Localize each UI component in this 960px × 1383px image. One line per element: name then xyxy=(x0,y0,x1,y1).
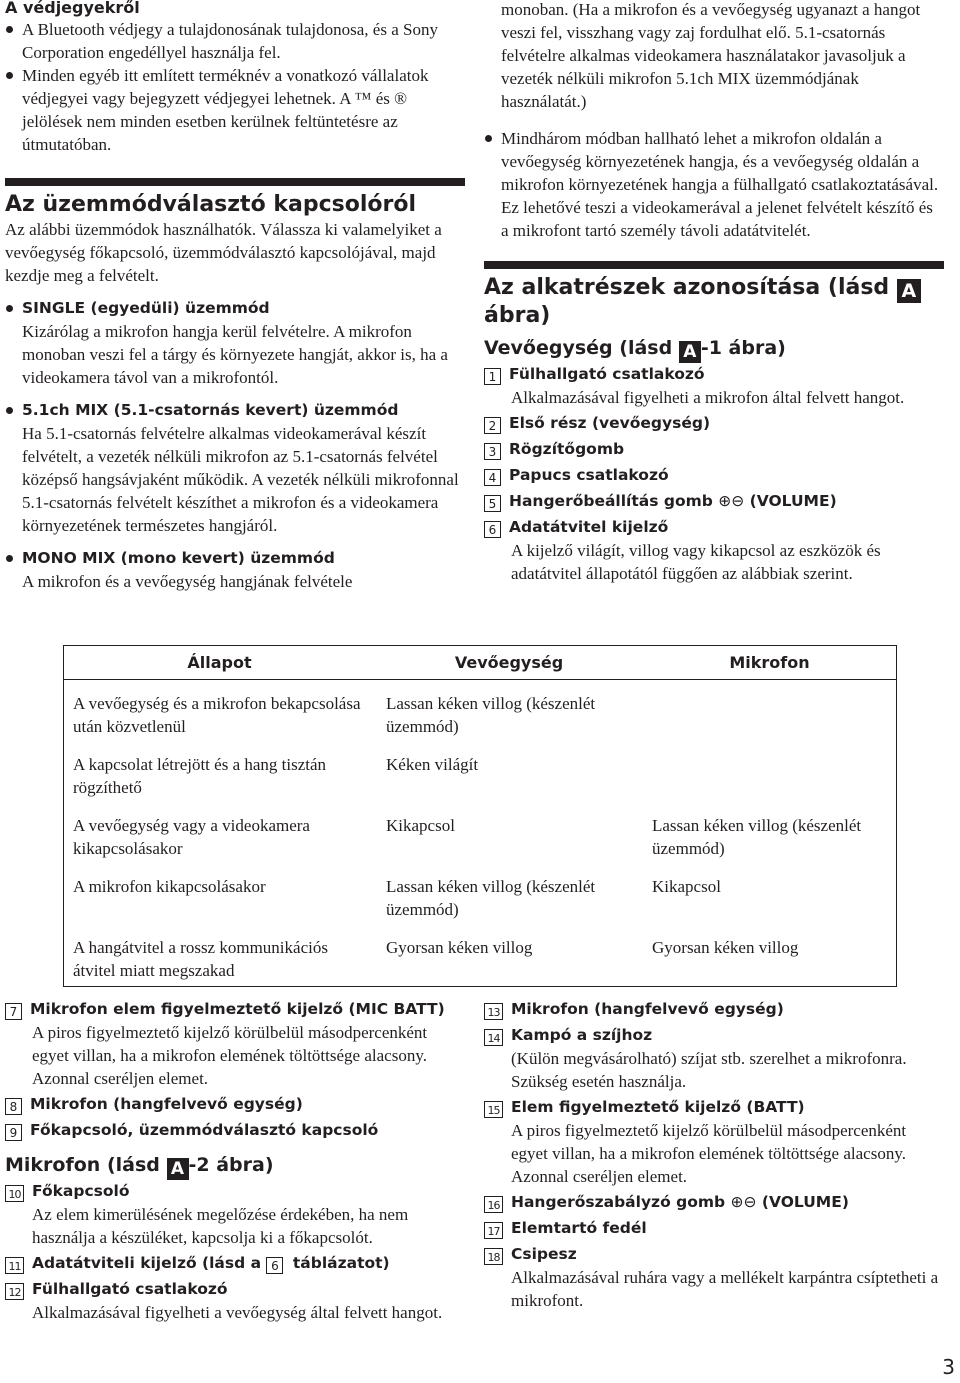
item-label: Papucs csatlakozó xyxy=(509,466,669,484)
table-row xyxy=(63,745,897,806)
mode-51mix xyxy=(5,399,465,537)
receiver-item xyxy=(484,363,944,409)
trademark-item: Minden egyéb itt említett terméknév a vonatkozó vállalatok védjegyei vagy bejegyzett védjegyei lehetnek. A ™ és ® jelölések nem minden esetben kerülnek feltüntetésre az útmutatóban. xyxy=(5,64,465,156)
item-number: 15 xyxy=(484,1101,503,1118)
mic-item xyxy=(484,1243,944,1312)
mono-mix-continuation: monoban. (Ha a mikrofon és a vevőegység ugyanazt a hangot veszi fel, visszhang vagy zaj fordulhat elő. 5.1-csatornás felvételre alkalmas videokamera használatakor javasoljuk a vezeték nélküli mikrofon 5.1ch MIX üzemmódjának használatát.) xyxy=(501,0,921,111)
table-cell: A vevőegység és a mikrofon bekapcsolása után közvetlenül xyxy=(73,694,361,736)
mic-heading-text: Mikrofon (lásd xyxy=(5,1154,160,1176)
mic-item xyxy=(5,1278,465,1324)
item-desc: Az elem kimerülésének megelőzése érdekében, ha nem használja a készüléket, kapcsolja ki a főkapcsolót. xyxy=(32,1205,409,1247)
table-row xyxy=(63,806,897,867)
table-cell: Kéken világít xyxy=(386,755,479,774)
right-column-bottom xyxy=(484,998,944,1312)
receiver-item xyxy=(484,516,944,585)
mode-title: 5.1ch MIX (5.1-csatornás kevert) üzemmód xyxy=(5,399,465,422)
item-label: Rögzítőgomb xyxy=(509,440,625,458)
section-rule xyxy=(5,178,465,186)
part-item xyxy=(5,1093,465,1116)
item-label: Mikrofon (hangfelvevő egység) xyxy=(511,1000,784,1018)
item-label: Mikrofon (hangfelvevő egység) xyxy=(30,1095,303,1113)
mode-single xyxy=(5,297,465,389)
part-item xyxy=(5,998,465,1090)
receiver-item xyxy=(484,490,944,513)
item-label: Fülhallgató csatlakozó xyxy=(32,1280,228,1298)
receiver-item xyxy=(484,438,944,461)
item-number: 7 xyxy=(5,1003,22,1020)
section-rule xyxy=(484,261,944,269)
item-label: Fülhallgató csatlakozó xyxy=(509,365,705,383)
trademarks-heading: A védjegyekről xyxy=(5,0,140,17)
item-label: Mikrofon elem figyelmeztető kijelző (MIC BATT) xyxy=(30,1000,445,1018)
item-number: 2 xyxy=(484,417,501,434)
item-label: Csipesz xyxy=(511,1245,577,1263)
item-number: 1 xyxy=(484,368,501,385)
mic-item xyxy=(5,1180,465,1249)
table-cell: A kapcsolat létrejött és a hang tisztán rögzíthető xyxy=(73,755,327,797)
table-cell: Gyorsan kéken villog xyxy=(386,938,533,957)
table-row xyxy=(63,928,897,989)
item-number: 9 xyxy=(5,1124,22,1141)
item-number: 16 xyxy=(484,1196,503,1213)
item-label: Elem figyelmeztető kijelző (BATT) xyxy=(511,1098,805,1116)
item-number: 13 xyxy=(484,1003,503,1020)
figure-a-label: A xyxy=(897,279,921,303)
mic-item xyxy=(5,1252,465,1275)
table-cell: Kikapcsol xyxy=(652,877,721,896)
receiver-heading-text: Vevőegység (lásd xyxy=(484,337,673,359)
item-ref-number: 6 xyxy=(266,1257,283,1274)
mic-item xyxy=(484,1217,944,1240)
item-number: 12 xyxy=(5,1283,24,1300)
item-label: Adatátviteli kijelző (lásd a xyxy=(32,1254,262,1272)
item-number: 4 xyxy=(484,469,501,486)
item-number: 3 xyxy=(484,443,501,460)
parts-heading xyxy=(484,275,944,329)
extra-bullet: Mindhárom módban hallható lehet a mikrofon oldalán a vevőegység környezetének hangja, és a vevőegység oldalán a mikrofon környezetének hangja a fülhallgató csatlakoztatásával. Ez lehetővé teszi a videokamerával a jelenet felvételt készítő és a mikrofont tartó személy távoli adatátvitelét. xyxy=(484,127,944,242)
receiver-heading xyxy=(484,335,944,363)
table-header: Állapot xyxy=(63,645,376,680)
item-desc: Alkalmazásával figyelheti a mikrofon által felvett hangot. xyxy=(511,388,905,407)
item-number: 6 xyxy=(484,521,501,538)
status-table xyxy=(63,645,897,989)
item-label: Főkapcsoló xyxy=(32,1182,130,1200)
page-number: 3 xyxy=(942,1355,955,1379)
table-cell: A vevőegység vagy a videokamera kikapcsolásakor xyxy=(73,816,310,858)
table-cell xyxy=(642,680,897,746)
right-column-top xyxy=(484,0,944,585)
table-cell: Gyorsan kéken villog xyxy=(652,938,799,957)
item-label-suffix: (VOLUME) xyxy=(761,1193,849,1211)
item-desc: Szükség esetén használja. xyxy=(511,1072,687,1091)
receiver-heading-suffix: -1 ábra) xyxy=(700,337,786,359)
item-desc: A piros figyelmeztető kijelző körülbelül másodpercenként egyet villan, ha a mikrofon elemének töltöttsége alacsony. Azonnal cseréljen elemet. xyxy=(32,1023,428,1088)
item-desc: Alkalmazásával ruhára vagy a mellékelt karpántra csíptetheti a mikrofont. xyxy=(511,1268,939,1310)
mic-item xyxy=(484,1024,944,1093)
item-desc: (Külön megvásárolható) szíjat stb. szerelhet a mikrofonra. xyxy=(511,1049,907,1068)
table-row xyxy=(63,680,897,746)
parts-heading-text: Az alkatrészek azonosítása (lásd xyxy=(484,275,890,300)
table-cell: Kikapcsol xyxy=(386,816,455,835)
left-column-top xyxy=(5,0,465,593)
receiver-item xyxy=(484,412,944,435)
item-number: 11 xyxy=(5,1257,24,1274)
figure-a-label: A xyxy=(679,341,701,363)
part-item xyxy=(5,1119,465,1142)
item-label-suffix: (VOLUME) xyxy=(749,492,837,510)
plus-minus-icon: ⊕⊖ xyxy=(718,492,745,510)
mode-text: Kizárólag a mikrofon hangja kerül felvételre. A mikrofon monoban veszi fel a tárgy és környezete hangját, akkor is, ha a videokamera távol van a mikrofontól. xyxy=(22,322,448,387)
parts-heading-text-2: ábra) xyxy=(484,303,551,328)
item-desc: A piros figyelmeztető kijelző körülbelül másodpercenként egyet villan, ha a mikrofon elemének töltöttsége alacsony. Azonnal cseréljen elemet. xyxy=(511,1121,907,1186)
item-number: 18 xyxy=(484,1248,503,1265)
mode-text: Ha 5.1-csatornás felvételre alkalmas videokamerával készít felvételt, a vezeték nélküli mikrofon az 5.1-csatornás felvétel középső hangsávjaként működik. A vezeték nélküli mikrofonnal 5.1-csatornás felvételt készíthet a mikrofon és a videokamera környezetének természetes hangjáról. xyxy=(22,424,459,535)
item-label: Főkapcsoló, üzemmódválasztó kapcsoló xyxy=(30,1121,379,1139)
item-label: Hangerőszabályzó gomb xyxy=(511,1193,726,1211)
item-desc: A kijelző világít, villog vagy kikapcsol az eszközök és adatátvitel állapotától függően az alábbiak szerint. xyxy=(511,541,881,583)
item-number: 10 xyxy=(5,1185,24,1202)
receiver-item xyxy=(484,464,944,487)
mode-switch-heading: Az üzemmódválasztó kapcsolóról xyxy=(5,192,416,217)
mic-heading-suffix: -2 ábra) xyxy=(188,1154,274,1176)
mode-title: SINGLE (egyedüli) üzemmód xyxy=(5,297,465,320)
item-number: 14 xyxy=(484,1029,503,1046)
table-cell xyxy=(642,745,897,806)
mode-text: A mikrofon és a vevőegység hangjának felvétele xyxy=(22,572,353,591)
table-header: Vevőegység xyxy=(376,645,642,680)
mic-item xyxy=(484,1191,944,1214)
table-cell: A hangátvitel a rossz kommunikációs átvitel miatt megszakad xyxy=(73,938,328,980)
item-desc: Alkalmazásával figyelheti a vevőegység által felvett hangot. xyxy=(32,1303,443,1322)
mode-monomix xyxy=(5,547,465,593)
item-label: Hangerőbeállítás gomb xyxy=(509,492,713,510)
table-cell: A mikrofon kikapcsolásakor xyxy=(73,877,266,896)
item-number: 5 xyxy=(484,495,501,512)
mic-heading xyxy=(5,1152,465,1180)
table-header-row xyxy=(63,645,897,680)
item-label: Adatátvitel kijelző xyxy=(509,518,669,536)
item-label: Első rész (vevőegység) xyxy=(509,414,711,432)
mic-item xyxy=(484,998,944,1021)
table-row xyxy=(63,867,897,928)
table-cell: Lassan kéken villog (készenlét üzemmód) xyxy=(386,694,596,736)
figure-a-label: A xyxy=(167,1158,189,1180)
item-number: 8 xyxy=(5,1098,22,1115)
table-cell: Lassan kéken villog (készenlét üzemmód) xyxy=(652,816,862,858)
mic-item xyxy=(484,1096,944,1188)
table-header: Mikrofon xyxy=(642,645,897,680)
item-label: Elemtartó fedél xyxy=(511,1219,647,1237)
trademark-item: A Bluetooth védjegy a tulajdonosának tulajdonosa, és a Sony Corporation engedéllyel használja fel. xyxy=(5,18,465,64)
mode-title: MONO MIX (mono kevert) üzemmód xyxy=(5,547,465,570)
left-column-bottom xyxy=(5,998,465,1324)
item-label-suffix: táblázatot) xyxy=(292,1254,390,1272)
table-cell: Lassan kéken villog (készenlét üzemmód) xyxy=(386,877,596,919)
item-number: 17 xyxy=(484,1222,503,1239)
plus-minus-icon: ⊕⊖ xyxy=(730,1193,757,1211)
item-label: Kampó a szíjhoz xyxy=(511,1026,653,1044)
mode-switch-intro: Az alábbi üzemmódok használhatók. Válassza ki valamelyiket a vevőegység főkapcsoló, üzemmódválasztó kapcsolójával, majd kezdje meg a felvételt. xyxy=(5,220,442,285)
